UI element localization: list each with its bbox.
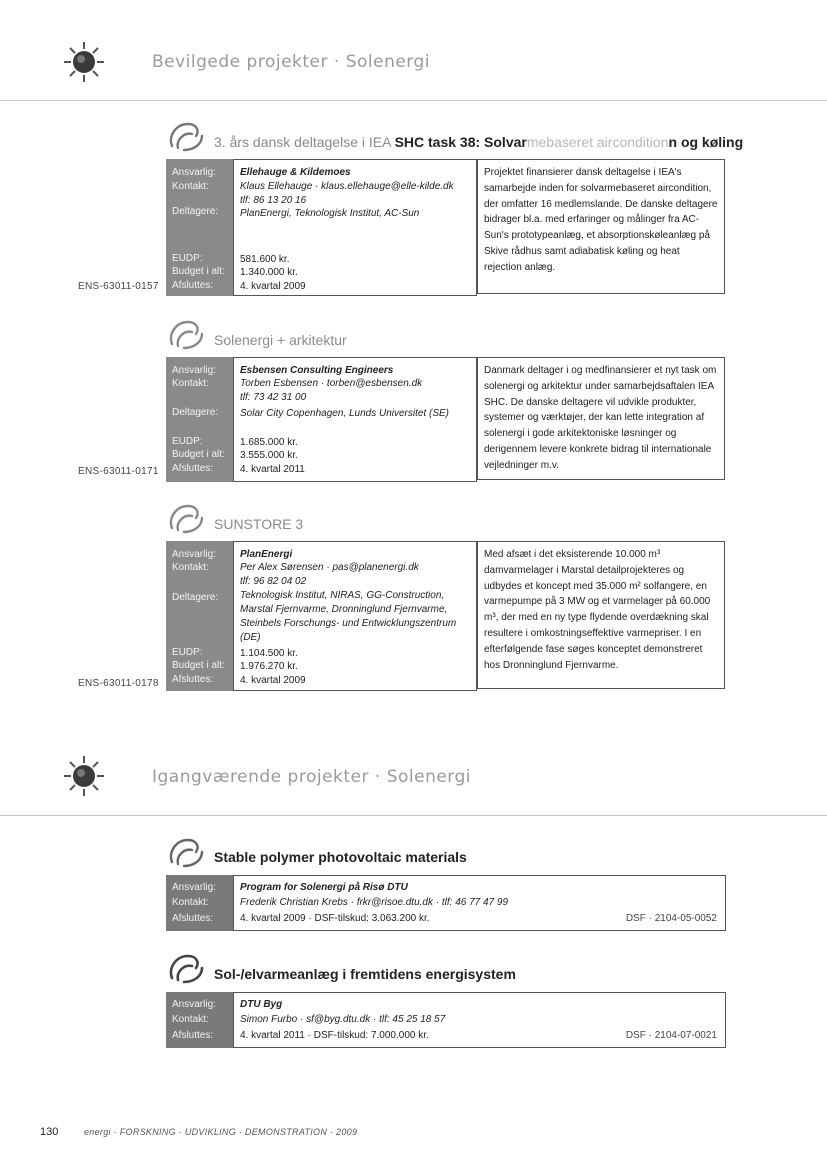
sun-logo-icon (62, 40, 106, 84)
value-ansvarlig: Program for Solenergi på Risø DTU (240, 882, 408, 893)
value-phone: tlf: 86 13 20 16 (240, 195, 307, 206)
value-deltagere: Teknologisk Institut, NIRAS, GG-Construction, (240, 590, 445, 601)
label-kontakt: Kontakt: (172, 562, 209, 573)
label-ansvarlig: Ansvarlig: (172, 999, 216, 1010)
label-ansvarlig: Ansvarlig: (172, 365, 216, 376)
project-title: Sol-/elvarmeanlæg i fremtidens energisystem (214, 966, 516, 982)
label-eudp: EUDP: (172, 253, 203, 264)
label-eudp: EUDP: (172, 436, 203, 447)
project-swirl-icon (166, 950, 206, 984)
project-swirl-icon (166, 500, 206, 534)
value-afsluttes: 4. kvartal 2009 (240, 675, 306, 686)
value-box (233, 875, 726, 931)
label-ansvarlig: Ansvarlig: (172, 549, 216, 560)
project-swirl-icon (166, 316, 206, 350)
value-ansvarlig: DTU Byg (240, 999, 283, 1010)
section-rule (0, 100, 827, 101)
label-afsluttes: Afsluttes: (172, 463, 214, 474)
section-rule (0, 815, 827, 816)
value-box (233, 992, 726, 1048)
label-afsluttes: Afsluttes: (172, 1030, 214, 1041)
value-kontakt: Torben Esbensen · torben@esbensen.dk (240, 378, 423, 389)
value-phone: tlf: 96 82 04 02 (240, 576, 307, 587)
label-kontakt: Kontakt: (172, 897, 209, 908)
value-afsluttes: 4. kvartal 2011 · DSF-tilskud: 7.000.000 kr. (240, 1030, 429, 1041)
value-ansvarlig: Esbensen Consulting Engineers (240, 365, 394, 376)
value-eudp: 1.104.500 kr. (240, 648, 298, 659)
label-column (166, 541, 233, 691)
ens-number: ENS-63011-0157 (78, 281, 159, 292)
value-deltagere: Steinbels Forschungs- und Entwicklungszentrum (240, 618, 457, 629)
label-afsluttes: Afsluttes: (172, 913, 214, 924)
project-description: Med afsæt i det eksisterende 10.000 m³ damvarmelager i Marstal detailprojekteres og udbydes et koncept med 35.000 m² solfangere, en varmepumpe på 3 MW og et varmelager på 60.000 m³, der med en ny type flydende overdækning skal resultere i omkostningseffektive varmepriser. I en efterfølgende fase søges konceptet demonstreret hos Dronninglund Fjernvarme. (477, 541, 725, 689)
project-title: SUNSTORE 3 (214, 516, 304, 532)
value-kontakt: Frederik Christian Krebs · frkr@risoe.dtu.dk · tlf: 46 77 47 99 (240, 897, 509, 908)
project-swirl-icon (166, 118, 206, 152)
value-deltagere: PlanEnergi, Teknologisk Institut, AC-Sun (240, 208, 420, 219)
value-ansvarlig: Ellehauge & Kildemoes (240, 167, 351, 178)
label-ansvarlig: Ansvarlig: (172, 882, 216, 893)
value-afsluttes: 4. kvartal 2009 (240, 281, 306, 292)
label-kontakt: Kontakt: (172, 1014, 209, 1025)
project-swirl-icon (166, 834, 206, 868)
value-deltagere: (DE) (240, 632, 261, 643)
value-ansvarlig: PlanEnergi (240, 549, 293, 560)
label-deltagere: Deltagere: (172, 407, 219, 418)
label-eudp: EUDP: (172, 647, 203, 658)
project-title: Solenergi + arkitektur (214, 332, 347, 348)
label-kontakt: Kontakt: (172, 378, 209, 389)
section-title-igangvaerende: Igangværende projekter · Solenergi (152, 767, 472, 787)
label-column (166, 875, 233, 931)
value-deltagere: Marstal Fjernvarme, Dronninglund Fjernvarme, (240, 604, 448, 615)
label-afsluttes: Afsluttes: (172, 674, 214, 685)
dsf-number: DSF · 2104-05-0052 (625, 913, 717, 924)
section-title-bevilgede: Bevilgede projekter · Solenergi (152, 52, 431, 72)
ens-number: ENS-63011-0178 (78, 678, 159, 689)
value-eudp: 581.600 kr. (240, 254, 290, 265)
dsf-number: DSF · 2104-07-0021 (625, 1030, 717, 1041)
value-phone: tlf: 73 42 31 00 (240, 392, 307, 403)
label-budget: Budget i alt: (172, 449, 225, 460)
label-column (166, 992, 233, 1048)
value-budget: 1.976.270 kr. (240, 661, 298, 672)
value-budget: 1.340.000 kr. (240, 267, 298, 278)
value-budget: 3.555.000 kr. (240, 450, 298, 461)
label-ansvarlig: Ansvarlig: (172, 167, 216, 178)
label-afsluttes: Afsluttes: (172, 280, 214, 291)
value-kontakt: Per Alex Sørensen · pas@planenergi.dk (240, 562, 419, 573)
page-number: 130 (40, 1126, 59, 1138)
sun-logo-icon (62, 754, 106, 798)
label-deltagere: Deltagere: (172, 206, 219, 217)
value-box (233, 357, 477, 482)
label-budget: Budget i alt: (172, 266, 225, 277)
project-description: Projektet finansierer dansk deltagelse i IEA's samarbejde inden for solvarmebaseret aircondition, der omfatter 16 medlemslande. De danske deltagere bidrager bl.a. med erfaringer og målinger fra AC-Sun's prototypeanlæg, et absorptionskøleanlæg på Skive rådhus samt adiabatisk køling og heat rejection anlæg. (477, 159, 725, 294)
value-deltagere: Solar City Copenhagen, Lunds Universitet (SE) (240, 408, 449, 419)
value-afsluttes: 4. kvartal 2011 (240, 464, 305, 475)
value-box (233, 159, 477, 296)
project-title: Stable polymer photovoltaic materials (214, 849, 467, 865)
value-eudp: 1.685.000 kr. (240, 437, 298, 448)
project-title: 3. års dansk deltagelse i IEA SHC task 38: Solvarmebaseret airconditionn og køling (214, 134, 744, 150)
value-box (233, 541, 477, 691)
value-afsluttes: 4. kvartal 2009 · DSF-tilskud: 3.063.200 kr. (240, 913, 430, 924)
label-budget: Budget i alt: (172, 660, 225, 671)
project-description: Danmark deltager i og medfinansierer et nyt task om solenergi og arkitektur under samarbejdsaftalen IEA SHC. De danske deltagere vil udvikle produkter, systemer og værktøjer, der kan lette integration af solenergi i gode arkitektoniske løsninger og derigennem levere konkrete bidrag til internationale vejledninger m.v. (477, 357, 725, 480)
ens-number: ENS-63011-0171 (78, 466, 159, 477)
value-kontakt: Simon Furbo · sf@byg.dtu.dk · tlf: 45 25 18 57 (240, 1014, 446, 1025)
value-kontakt: Klaus Ellehauge · klaus.ellehauge@elle-kilde.dk (240, 181, 454, 192)
label-column (166, 159, 233, 296)
footer-text: energi · FORSKNING · UDVIKLING · DEMONSTRATION · 2009 (84, 1127, 358, 1137)
label-kontakt: Kontakt: (172, 181, 209, 192)
label-deltagere: Deltagere: (172, 592, 219, 603)
label-column (166, 357, 233, 482)
